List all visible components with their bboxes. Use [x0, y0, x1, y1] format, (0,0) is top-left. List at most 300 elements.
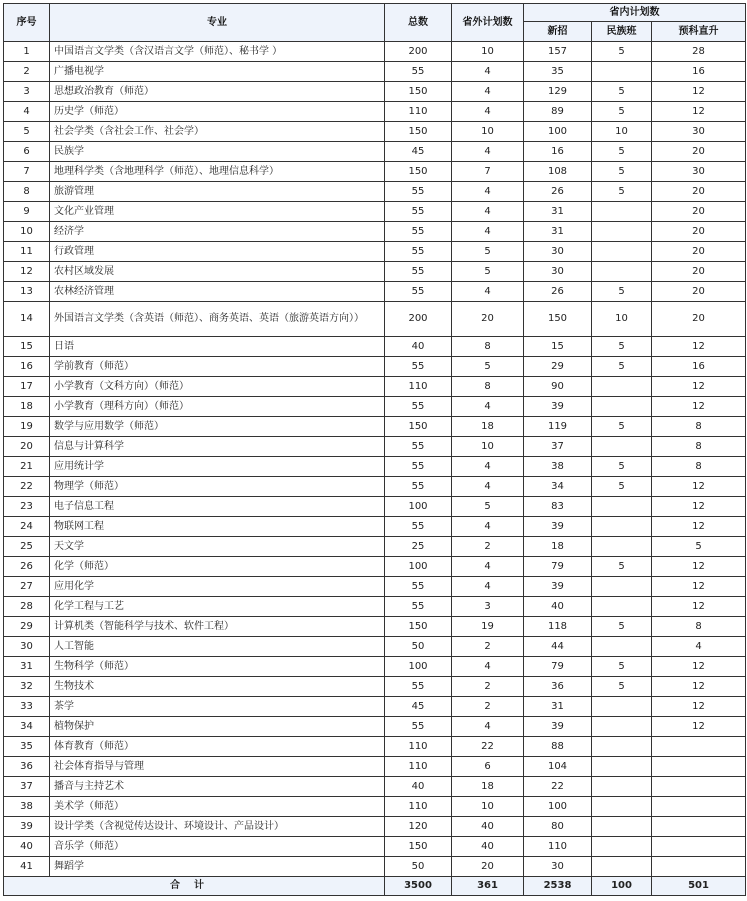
- cell-outside: 10: [452, 437, 524, 457]
- cell-prep: 4: [652, 637, 746, 657]
- cell-new: 40: [524, 597, 592, 617]
- cell-new: 108: [524, 162, 592, 182]
- cell-prep: 12: [652, 102, 746, 122]
- cell-new: 79: [524, 657, 592, 677]
- cell-outside: 4: [452, 82, 524, 102]
- cell-seq: 7: [4, 162, 50, 182]
- cell-major: 物联网工程: [50, 517, 385, 537]
- cell-new: 39: [524, 397, 592, 417]
- table-row: [4, 357, 746, 377]
- cell-seq: 39: [4, 817, 50, 837]
- cell-major: 小学教育（理科方向）（师范）: [50, 397, 385, 417]
- table-row: [4, 537, 746, 557]
- cell-new: 100: [524, 122, 592, 142]
- cell-prep: 8: [652, 437, 746, 457]
- cell-ethnic: [592, 242, 652, 262]
- cell-prep: 12: [652, 477, 746, 497]
- cell-seq: 28: [4, 597, 50, 617]
- cell-outside: 22: [452, 737, 524, 757]
- cell-major: 旅游管理: [50, 182, 385, 202]
- cell-ethnic: [592, 517, 652, 537]
- cell-total: 55: [385, 282, 452, 302]
- cell-ethnic: [592, 757, 652, 777]
- cell-prep: 12: [652, 657, 746, 677]
- cell-new: 118: [524, 617, 592, 637]
- cell-major: 茶学: [50, 697, 385, 717]
- cell-total: 50: [385, 637, 452, 657]
- cell-new: 15: [524, 337, 592, 357]
- total-ethnic: 100: [592, 877, 652, 896]
- cell-ethnic: [592, 837, 652, 857]
- cell-outside: 20: [452, 857, 524, 877]
- cell-prep: 20: [652, 182, 746, 202]
- cell-prep: 20: [652, 202, 746, 222]
- cell-outside: 18: [452, 777, 524, 797]
- cell-seq: 10: [4, 222, 50, 242]
- cell-seq: 6: [4, 142, 50, 162]
- cell-ethnic: [592, 777, 652, 797]
- cell-seq: 5: [4, 122, 50, 142]
- cell-new: 129: [524, 82, 592, 102]
- cell-ethnic: [592, 202, 652, 222]
- cell-total: 55: [385, 517, 452, 537]
- table-row: [4, 42, 746, 62]
- cell-total: 50: [385, 857, 452, 877]
- cell-prep: 5: [652, 537, 746, 557]
- total-label: 合计: [4, 877, 385, 896]
- cell-total: 200: [385, 302, 452, 337]
- cell-seq: 36: [4, 757, 50, 777]
- cell-total: 150: [385, 162, 452, 182]
- cell-outside: 4: [452, 202, 524, 222]
- cell-major: 计算机类（智能科学与技术、软件工程）: [50, 617, 385, 637]
- cell-total: 150: [385, 837, 452, 857]
- cell-ethnic: [592, 597, 652, 617]
- cell-new: 39: [524, 577, 592, 597]
- cell-ethnic: [592, 857, 652, 877]
- cell-outside: 4: [452, 477, 524, 497]
- table-row: [4, 182, 746, 202]
- cell-new: 39: [524, 517, 592, 537]
- cell-prep: [652, 797, 746, 817]
- cell-total: 150: [385, 417, 452, 437]
- cell-major: 应用化学: [50, 577, 385, 597]
- cell-major: 舞蹈学: [50, 857, 385, 877]
- cell-total: 55: [385, 202, 452, 222]
- cell-major: 化学（师范）: [50, 557, 385, 577]
- cell-seq: 15: [4, 337, 50, 357]
- cell-total: 150: [385, 122, 452, 142]
- cell-new: 31: [524, 202, 592, 222]
- cell-seq: 19: [4, 417, 50, 437]
- cell-new: 34: [524, 477, 592, 497]
- cell-major: 物理学（师范）: [50, 477, 385, 497]
- cell-ethnic: 5: [592, 617, 652, 637]
- cell-prep: 12: [652, 337, 746, 357]
- cell-total: 45: [385, 697, 452, 717]
- cell-major: 日语: [50, 337, 385, 357]
- cell-seq: 40: [4, 837, 50, 857]
- cell-new: 39: [524, 717, 592, 737]
- cell-prep: 12: [652, 597, 746, 617]
- cell-new: 30: [524, 262, 592, 282]
- table-row: [4, 142, 746, 162]
- table-row: [4, 337, 746, 357]
- cell-ethnic: 5: [592, 417, 652, 437]
- cell-prep: 12: [652, 397, 746, 417]
- cell-outside: 4: [452, 282, 524, 302]
- enrollment-plan-table: [3, 3, 746, 896]
- cell-prep: 28: [652, 42, 746, 62]
- cell-seq: 2: [4, 62, 50, 82]
- cell-prep: 12: [652, 517, 746, 537]
- header-ethnic: 民族班: [592, 22, 652, 42]
- cell-seq: 18: [4, 397, 50, 417]
- cell-seq: 24: [4, 517, 50, 537]
- table-row: [4, 797, 746, 817]
- table-row: [4, 557, 746, 577]
- cell-major: 社会体育指导与管理: [50, 757, 385, 777]
- cell-seq: 26: [4, 557, 50, 577]
- table-row: [4, 517, 746, 537]
- header-prep: 预科直升: [652, 22, 746, 42]
- cell-total: 40: [385, 337, 452, 357]
- cell-seq: 23: [4, 497, 50, 517]
- cell-new: 26: [524, 182, 592, 202]
- cell-new: 35: [524, 62, 592, 82]
- cell-prep: 12: [652, 677, 746, 697]
- cell-prep: [652, 857, 746, 877]
- cell-seq: 27: [4, 577, 50, 597]
- table-row: [4, 122, 746, 142]
- cell-outside: 5: [452, 262, 524, 282]
- cell-prep: 12: [652, 497, 746, 517]
- cell-ethnic: [592, 62, 652, 82]
- cell-ethnic: 5: [592, 282, 652, 302]
- cell-total: 55: [385, 397, 452, 417]
- cell-outside: 8: [452, 337, 524, 357]
- cell-prep: 12: [652, 697, 746, 717]
- cell-total: 45: [385, 142, 452, 162]
- table-row: [4, 477, 746, 497]
- table-row: [4, 857, 746, 877]
- table-row: [4, 837, 746, 857]
- table-body: [4, 42, 746, 877]
- cell-total: 100: [385, 657, 452, 677]
- cell-seq: 25: [4, 537, 50, 557]
- cell-major: 外国语言文学类（含英语（师范）、商务英语、英语（旅游英语方向））: [50, 302, 385, 337]
- cell-new: 79: [524, 557, 592, 577]
- cell-total: 55: [385, 597, 452, 617]
- cell-ethnic: 5: [592, 182, 652, 202]
- table-row: [4, 397, 746, 417]
- cell-major: 设计学类（含视觉传达设计、环境设计、产品设计）: [50, 817, 385, 837]
- cell-new: 100: [524, 797, 592, 817]
- cell-outside: 10: [452, 797, 524, 817]
- table-row: [4, 777, 746, 797]
- cell-new: 157: [524, 42, 592, 62]
- cell-outside: 40: [452, 817, 524, 837]
- table-row: [4, 377, 746, 397]
- header-major: 专业: [50, 4, 385, 42]
- cell-new: 18: [524, 537, 592, 557]
- cell-ethnic: [592, 537, 652, 557]
- cell-new: 110: [524, 837, 592, 857]
- table-row: [4, 637, 746, 657]
- cell-major: 经济学: [50, 222, 385, 242]
- header-seq: 序号: [4, 4, 50, 42]
- cell-seq: 17: [4, 377, 50, 397]
- cell-outside: 2: [452, 537, 524, 557]
- cell-ethnic: 5: [592, 82, 652, 102]
- cell-total: 200: [385, 42, 452, 62]
- header-new: 新招: [524, 22, 592, 42]
- cell-ethnic: 5: [592, 162, 652, 182]
- table-row: [4, 597, 746, 617]
- cell-outside: 2: [452, 677, 524, 697]
- cell-total: 55: [385, 677, 452, 697]
- table-row: [4, 577, 746, 597]
- cell-outside: 10: [452, 122, 524, 142]
- cell-total: 120: [385, 817, 452, 837]
- cell-prep: 8: [652, 617, 746, 637]
- cell-outside: 4: [452, 457, 524, 477]
- header-row-1: [4, 4, 746, 22]
- cell-prep: 16: [652, 62, 746, 82]
- cell-outside: 4: [452, 142, 524, 162]
- cell-seq: 21: [4, 457, 50, 477]
- cell-ethnic: 5: [592, 457, 652, 477]
- cell-new: 30: [524, 857, 592, 877]
- cell-seq: 16: [4, 357, 50, 377]
- cell-outside: 4: [452, 657, 524, 677]
- table-row: [4, 202, 746, 222]
- cell-major: 文化产业管理: [50, 202, 385, 222]
- cell-total: 55: [385, 242, 452, 262]
- cell-total: 55: [385, 457, 452, 477]
- table-row: [4, 717, 746, 737]
- cell-new: 80: [524, 817, 592, 837]
- table-row: [4, 222, 746, 242]
- cell-total: 55: [385, 477, 452, 497]
- cell-total: 110: [385, 737, 452, 757]
- cell-major: 农村区域发展: [50, 262, 385, 282]
- cell-outside: 8: [452, 377, 524, 397]
- cell-outside: 4: [452, 222, 524, 242]
- cell-new: 22: [524, 777, 592, 797]
- cell-outside: 4: [452, 102, 524, 122]
- cell-new: 31: [524, 697, 592, 717]
- header-total: 总数: [385, 4, 452, 42]
- cell-total: 110: [385, 377, 452, 397]
- cell-seq: 20: [4, 437, 50, 457]
- cell-new: 37: [524, 437, 592, 457]
- total-prep: 501: [652, 877, 746, 896]
- cell-new: 104: [524, 757, 592, 777]
- cell-ethnic: [592, 697, 652, 717]
- cell-new: 83: [524, 497, 592, 517]
- cell-major: 生物科学（师范）: [50, 657, 385, 677]
- cell-total: 110: [385, 797, 452, 817]
- table-row: [4, 302, 746, 337]
- cell-ethnic: [592, 577, 652, 597]
- table-row: [4, 162, 746, 182]
- cell-outside: 4: [452, 182, 524, 202]
- cell-major: 植物保护: [50, 717, 385, 737]
- cell-new: 89: [524, 102, 592, 122]
- cell-ethnic: 5: [592, 657, 652, 677]
- cell-outside: 5: [452, 242, 524, 262]
- cell-prep: 16: [652, 357, 746, 377]
- cell-ethnic: [592, 797, 652, 817]
- table-row: [4, 817, 746, 837]
- cell-major: 行政管理: [50, 242, 385, 262]
- cell-total: 150: [385, 82, 452, 102]
- table-row: [4, 282, 746, 302]
- cell-outside: 5: [452, 497, 524, 517]
- table-row: [4, 757, 746, 777]
- cell-total: 55: [385, 62, 452, 82]
- table-row: [4, 102, 746, 122]
- cell-outside: 7: [452, 162, 524, 182]
- cell-new: 38: [524, 457, 592, 477]
- cell-new: 29: [524, 357, 592, 377]
- cell-seq: 13: [4, 282, 50, 302]
- cell-new: 88: [524, 737, 592, 757]
- cell-prep: 20: [652, 142, 746, 162]
- cell-total: 55: [385, 577, 452, 597]
- cell-outside: 3: [452, 597, 524, 617]
- cell-outside: 4: [452, 62, 524, 82]
- table-row: [4, 677, 746, 697]
- cell-prep: 12: [652, 377, 746, 397]
- cell-new: 44: [524, 637, 592, 657]
- cell-major: 历史学（师范）: [50, 102, 385, 122]
- cell-ethnic: 5: [592, 102, 652, 122]
- cell-outside: 18: [452, 417, 524, 437]
- cell-prep: 30: [652, 162, 746, 182]
- cell-ethnic: [592, 437, 652, 457]
- cell-new: 16: [524, 142, 592, 162]
- cell-outside: 4: [452, 557, 524, 577]
- cell-total: 150: [385, 617, 452, 637]
- header-outside: 省外计划数: [452, 4, 524, 42]
- table-row: [4, 457, 746, 477]
- cell-seq: 38: [4, 797, 50, 817]
- cell-outside: 10: [452, 42, 524, 62]
- cell-major: 广播电视学: [50, 62, 385, 82]
- cell-ethnic: [592, 717, 652, 737]
- cell-major: 人工智能: [50, 637, 385, 657]
- cell-major: 思想政治教育（师范）: [50, 82, 385, 102]
- cell-seq: 30: [4, 637, 50, 657]
- cell-total: 100: [385, 557, 452, 577]
- cell-ethnic: 10: [592, 302, 652, 337]
- cell-total: 110: [385, 102, 452, 122]
- cell-prep: 30: [652, 122, 746, 142]
- cell-major: 数学与应用数学（师范）: [50, 417, 385, 437]
- total-total: 3500: [385, 877, 452, 896]
- cell-seq: 1: [4, 42, 50, 62]
- enrollment-plan-table-container: [3, 3, 746, 896]
- cell-prep: 20: [652, 262, 746, 282]
- cell-major: 应用统计学: [50, 457, 385, 477]
- cell-seq: 29: [4, 617, 50, 637]
- cell-ethnic: [592, 262, 652, 282]
- cell-new: 36: [524, 677, 592, 697]
- cell-seq: 12: [4, 262, 50, 282]
- cell-total: 25: [385, 537, 452, 557]
- cell-seq: 35: [4, 737, 50, 757]
- cell-total: 40: [385, 777, 452, 797]
- cell-ethnic: [592, 377, 652, 397]
- cell-seq: 37: [4, 777, 50, 797]
- cell-seq: 9: [4, 202, 50, 222]
- cell-major: 化学工程与工艺: [50, 597, 385, 617]
- cell-ethnic: [592, 397, 652, 417]
- cell-ethnic: 5: [592, 142, 652, 162]
- cell-total: 55: [385, 717, 452, 737]
- cell-seq: 3: [4, 82, 50, 102]
- cell-seq: 22: [4, 477, 50, 497]
- cell-ethnic: 5: [592, 357, 652, 377]
- table-row: [4, 657, 746, 677]
- cell-ethnic: [592, 637, 652, 657]
- cell-prep: [652, 737, 746, 757]
- cell-prep: 8: [652, 417, 746, 437]
- cell-total: 55: [385, 357, 452, 377]
- cell-prep: 8: [652, 457, 746, 477]
- cell-prep: 12: [652, 557, 746, 577]
- table-row: [4, 82, 746, 102]
- cell-total: 100: [385, 497, 452, 517]
- cell-prep: 20: [652, 282, 746, 302]
- cell-outside: 2: [452, 697, 524, 717]
- cell-prep: 12: [652, 717, 746, 737]
- cell-prep: 20: [652, 302, 746, 337]
- total-outside: 361: [452, 877, 524, 896]
- cell-major: 学前教育（师范）: [50, 357, 385, 377]
- cell-ethnic: [592, 737, 652, 757]
- cell-major: 小学教育（文科方向）（师范）: [50, 377, 385, 397]
- cell-prep: [652, 817, 746, 837]
- cell-ethnic: [592, 817, 652, 837]
- cell-prep: [652, 837, 746, 857]
- cell-ethnic: 10: [592, 122, 652, 142]
- total-row: [4, 877, 746, 896]
- cell-major: 地理科学类（含地理科学（师范）、地理信息科学）: [50, 162, 385, 182]
- cell-ethnic: 5: [592, 477, 652, 497]
- cell-major: 农林经济管理: [50, 282, 385, 302]
- cell-ethnic: [592, 222, 652, 242]
- cell-prep: 12: [652, 82, 746, 102]
- cell-total: 110: [385, 757, 452, 777]
- cell-seq: 8: [4, 182, 50, 202]
- cell-prep: [652, 777, 746, 797]
- cell-major: 美术学（师范）: [50, 797, 385, 817]
- cell-prep: 20: [652, 222, 746, 242]
- cell-major: 电子信息工程: [50, 497, 385, 517]
- cell-outside: 4: [452, 717, 524, 737]
- cell-major: 音乐学（师范）: [50, 837, 385, 857]
- cell-seq: 31: [4, 657, 50, 677]
- cell-seq: 14: [4, 302, 50, 337]
- table-row: [4, 697, 746, 717]
- cell-outside: 20: [452, 302, 524, 337]
- cell-major: 播音与主持艺术: [50, 777, 385, 797]
- cell-seq: 33: [4, 697, 50, 717]
- cell-seq: 32: [4, 677, 50, 697]
